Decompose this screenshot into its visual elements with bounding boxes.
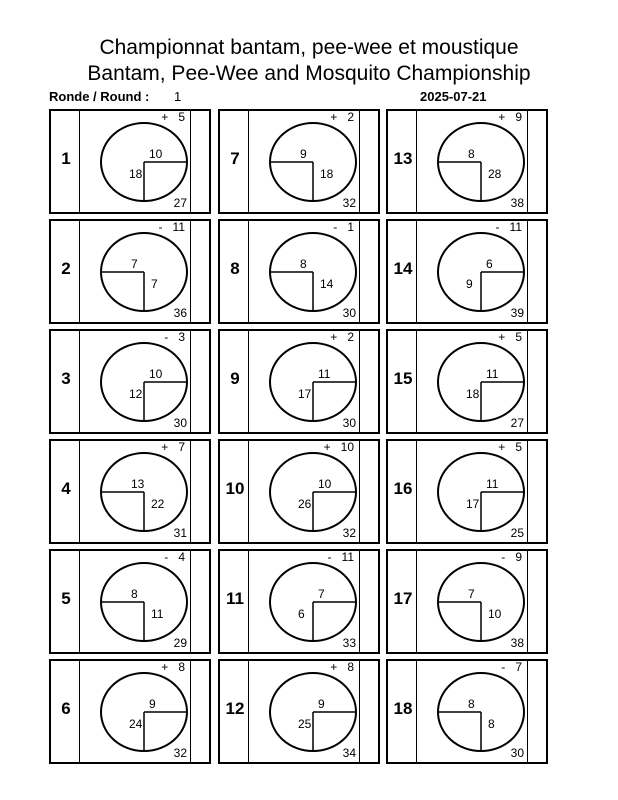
diff-value: 1 — [347, 220, 354, 234]
board-card — [218, 329, 380, 434]
dial-circle-icon — [268, 449, 360, 535]
right-value: 7 — [151, 277, 158, 291]
diff-sign: + — [330, 110, 338, 124]
right-value: 14 — [320, 277, 334, 291]
board-number: 9 — [230, 369, 240, 388]
date: 2025-07-21 — [420, 89, 487, 104]
top-value: 8 — [468, 697, 475, 711]
diff-sign: + — [161, 660, 169, 674]
diff-sign: + — [161, 110, 169, 124]
board-card — [49, 109, 211, 214]
diff-value: 2 — [347, 110, 354, 124]
diff-sign: + — [323, 440, 331, 454]
board-card — [49, 439, 211, 544]
top-value: 11 — [486, 367, 499, 381]
left-value: 26 — [298, 497, 312, 511]
diff-sign: + — [498, 110, 506, 124]
diff-sign: - — [333, 220, 338, 234]
diff-sign: - — [164, 330, 169, 344]
dial-circle-icon — [99, 559, 191, 645]
right-column — [359, 661, 378, 762]
diff-value: 10 — [340, 440, 354, 454]
board-card — [49, 659, 211, 764]
top-value: 7 — [131, 257, 138, 271]
dial-circle-icon — [268, 559, 360, 645]
right-column — [190, 661, 209, 762]
board-card — [49, 219, 211, 324]
left-value: 18 — [129, 167, 143, 181]
board-number: 17 — [393, 589, 413, 608]
board-number: 15 — [393, 369, 413, 388]
board-number: 6 — [61, 699, 71, 718]
right-column — [527, 441, 546, 542]
board-card — [386, 219, 548, 324]
board-card — [386, 659, 548, 764]
board-total: 25 — [510, 526, 524, 540]
top-value: 7 — [468, 587, 475, 601]
right-column — [190, 441, 209, 542]
right-column — [359, 111, 378, 212]
diff-value: 3 — [178, 330, 185, 344]
board-card — [218, 439, 380, 544]
diff-sign: + — [498, 440, 506, 454]
left-value: 12 — [129, 387, 143, 401]
top-value: 9 — [318, 697, 325, 711]
board-card — [386, 109, 548, 214]
diff-value: 5 — [515, 440, 522, 454]
title-english: Bantam, Pee-Wee and Mosquito Championship — [87, 62, 531, 85]
diff-value: 7 — [515, 660, 522, 674]
right-value: 8 — [488, 717, 495, 731]
right-column — [527, 111, 546, 212]
board-number: 11 — [226, 589, 244, 608]
board-card — [386, 549, 548, 654]
board-total: 33 — [342, 636, 356, 650]
diff-value: 4 — [178, 550, 185, 564]
right-column — [190, 221, 209, 322]
right-column — [527, 661, 546, 762]
board-total: 36 — [173, 306, 187, 320]
right-column — [527, 221, 546, 322]
right-value: 18 — [320, 167, 334, 181]
dial-circle-icon — [268, 339, 360, 425]
diff-sign: - — [164, 550, 169, 564]
board-number: 1 — [61, 149, 71, 168]
board-total: 38 — [510, 636, 524, 650]
diff-sign: - — [501, 660, 506, 674]
round-number: 1 — [174, 89, 182, 104]
right-column — [190, 551, 209, 652]
right-column — [359, 331, 378, 432]
left-value: 6 — [298, 607, 305, 621]
board-total: 30 — [510, 746, 524, 760]
right-column — [527, 551, 546, 652]
diff-sign: - — [158, 220, 163, 234]
dial-circle-icon — [436, 449, 528, 535]
round-label: Ronde / Round : — [49, 89, 150, 104]
diff-sign: - — [495, 220, 500, 234]
left-value: 24 — [129, 717, 143, 731]
top-value: 7 — [318, 587, 325, 601]
top-value: 9 — [149, 697, 156, 711]
board-total: 32 — [342, 196, 356, 210]
board-number: 5 — [61, 589, 71, 608]
dial-circle-icon — [436, 229, 528, 315]
right-value: 28 — [488, 167, 502, 181]
left-value: 9 — [466, 277, 473, 291]
board-total: 30 — [342, 306, 356, 320]
left-value: 17 — [466, 497, 480, 511]
top-value: 8 — [468, 147, 475, 161]
board-number: 18 — [393, 699, 413, 718]
diff-sign: + — [330, 660, 338, 674]
board-number: 12 — [225, 699, 245, 718]
board-card — [218, 219, 380, 324]
diff-value: 8 — [347, 660, 354, 674]
board-total: 34 — [342, 746, 356, 760]
right-value: 22 — [151, 497, 165, 511]
diff-value: 9 — [515, 550, 522, 564]
dial-circle-icon — [99, 119, 191, 205]
dial-circle-icon — [99, 449, 191, 535]
dial-circle-icon — [436, 339, 528, 425]
board-number: 3 — [61, 369, 71, 388]
board-total: 30 — [342, 416, 356, 430]
dial-circle-icon — [99, 669, 191, 755]
diff-sign: - — [501, 550, 506, 564]
diff-value: 11 — [172, 220, 185, 234]
board-number: 7 — [230, 149, 240, 168]
board-total: 27 — [510, 416, 524, 430]
dial-circle-icon — [99, 229, 191, 315]
top-value: 11 — [486, 477, 499, 491]
board-card — [218, 109, 380, 214]
board-total: 32 — [342, 526, 356, 540]
top-value: 13 — [131, 477, 145, 491]
board-number: 16 — [393, 479, 413, 498]
board-card — [386, 329, 548, 434]
board-total: 27 — [173, 196, 187, 210]
right-column — [359, 441, 378, 542]
board-number: 2 — [61, 259, 71, 278]
board-card — [386, 439, 548, 544]
top-value: 9 — [300, 147, 307, 161]
diff-sign: + — [161, 440, 169, 454]
top-value: 8 — [131, 587, 138, 601]
board-total: 31 — [173, 526, 187, 540]
right-column — [190, 331, 209, 432]
board-number: 8 — [230, 259, 240, 278]
diff-sign: - — [327, 550, 332, 564]
left-value: 17 — [298, 387, 312, 401]
dial-circle-icon — [268, 119, 360, 205]
board-card — [218, 659, 380, 764]
top-value: 11 — [318, 367, 331, 381]
top-value: 10 — [149, 367, 163, 381]
board-number: 14 — [393, 259, 413, 278]
board-total: 39 — [510, 306, 524, 320]
top-value: 10 — [149, 147, 163, 161]
diff-value: 5 — [515, 330, 522, 344]
diff-sign: + — [498, 330, 506, 344]
left-value: 18 — [466, 387, 480, 401]
diff-value: 11 — [341, 550, 354, 564]
diff-value: 7 — [178, 440, 185, 454]
dial-circle-icon — [436, 119, 528, 205]
board-total: 30 — [173, 416, 187, 430]
diff-value: 9 — [515, 110, 522, 124]
right-column — [527, 331, 546, 432]
dial-circle-icon — [99, 339, 191, 425]
diff-value: 11 — [509, 220, 522, 234]
top-value: 6 — [486, 257, 493, 271]
top-value: 10 — [318, 477, 332, 491]
dial-circle-icon — [268, 669, 360, 755]
right-value: 11 — [151, 607, 164, 621]
top-value: 8 — [300, 257, 307, 271]
board-card — [218, 549, 380, 654]
dial-circle-icon — [436, 669, 528, 755]
board-total: 38 — [510, 196, 524, 210]
diff-value: 2 — [347, 330, 354, 344]
board-card — [49, 329, 211, 434]
diff-value: 5 — [178, 110, 185, 124]
dial-circle-icon — [436, 559, 528, 645]
left-value: 25 — [298, 717, 312, 731]
diff-sign: + — [330, 330, 338, 344]
board-number: 10 — [225, 479, 245, 498]
right-column — [359, 221, 378, 322]
right-value: 10 — [488, 607, 502, 621]
board-number: 4 — [61, 479, 71, 498]
board-number: 13 — [393, 149, 413, 168]
right-column — [359, 551, 378, 652]
diff-value: 8 — [178, 660, 185, 674]
right-column — [190, 111, 209, 212]
board-total: 32 — [173, 746, 187, 760]
dial-circle-icon — [268, 229, 360, 315]
board-card — [49, 549, 211, 654]
title-french: Championnat bantam, pee-wee et moustique — [99, 36, 519, 59]
board-total: 29 — [173, 636, 187, 650]
